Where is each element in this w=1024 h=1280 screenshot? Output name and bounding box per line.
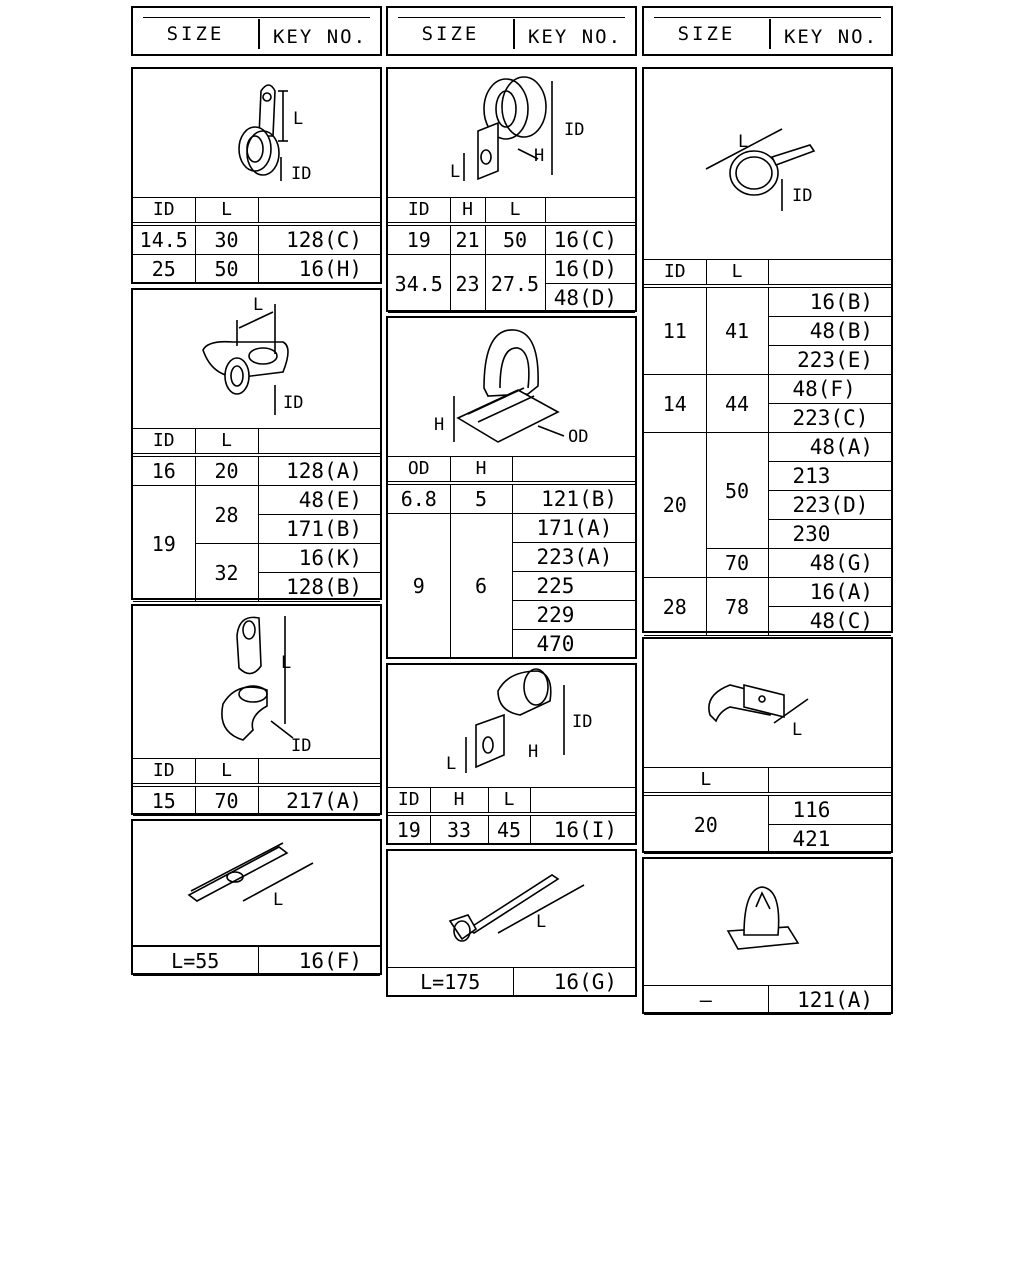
svg-text:L: L (536, 912, 547, 932)
od-col-header: OD (388, 457, 450, 484)
table-row (644, 375, 891, 404)
svg-text:L: L (450, 162, 461, 182)
l-cell: 50 (485, 224, 545, 255)
clip-panel-10 (642, 637, 893, 853)
key-cell: 16(B) (768, 286, 891, 317)
l-col-header: L (195, 759, 258, 786)
holder-panel-6 (386, 316, 637, 659)
h-col-header: H (450, 457, 512, 484)
table-row (644, 578, 891, 607)
svg-text:H: H (528, 742, 539, 762)
svg-text:ID: ID (283, 393, 304, 413)
table-row (388, 255, 635, 284)
clamp-drawing (133, 69, 380, 197)
svg-text:L: L (738, 132, 749, 152)
svg-text:L: L (792, 720, 803, 740)
l-cell: 20 (644, 794, 768, 854)
clip-panel-3 (131, 604, 382, 815)
band-clamp-drawing (644, 69, 891, 259)
key-cell: 470 (512, 630, 635, 659)
svg-text:L: L (253, 295, 264, 315)
svg-text:L: L (281, 653, 292, 673)
key-cell: 171(A) (512, 514, 635, 543)
table-row (388, 483, 635, 514)
id-cell: 19 (133, 486, 195, 602)
svg-text:H: H (534, 146, 545, 166)
clip-panel-2 (131, 288, 382, 600)
l-cell: 70 (706, 549, 768, 578)
l-col-header: L (485, 198, 545, 225)
key-cell: 48(D) (545, 284, 635, 313)
l-cell: 28 (195, 486, 258, 544)
key-cell: 217(A) (258, 785, 380, 816)
table-row (388, 514, 635, 543)
key-cell: 16(F) (258, 946, 380, 976)
key-cell: 48(B) (768, 317, 891, 346)
table-row (133, 486, 380, 515)
id-col-header: ID (133, 198, 195, 225)
key-cell: 230 (768, 520, 891, 549)
svg-text:ID: ID (564, 120, 585, 140)
table-row (133, 255, 380, 284)
clamp-drawing (388, 665, 635, 787)
h-cell: 21 (450, 224, 485, 255)
key-cell: 116 (768, 794, 891, 825)
table-row (133, 224, 380, 255)
l-col-header: L (644, 768, 768, 795)
l-cell: 30 (195, 224, 258, 255)
band-clamp-panel-9 (642, 67, 893, 633)
id-cell: 34.5 (388, 255, 450, 313)
table-row (388, 814, 635, 845)
svg-text:OD: OD (568, 427, 589, 447)
id-cell: 28 (644, 578, 706, 636)
size-cell: L=55 (133, 946, 258, 976)
l-col-header: L (488, 788, 530, 815)
id-cell: 16 (133, 455, 195, 486)
l-cell: 78 (706, 578, 768, 636)
key-header: KEY NO. (769, 19, 891, 49)
clip-drawing (644, 639, 891, 767)
l-cell: 32 (195, 544, 258, 602)
id-cell: 19 (388, 224, 450, 255)
l-cell: 50 (195, 255, 258, 284)
h-cell: 23 (450, 255, 485, 313)
grommet-panel-11 (642, 857, 893, 1014)
svg-text:L: L (446, 754, 457, 774)
key-cell: 223(C) (768, 404, 891, 433)
key-cell: 48(A) (768, 433, 891, 462)
grommet-drawing (644, 859, 891, 985)
key-cell: 171(B) (258, 515, 380, 544)
key-cell: 16(D) (545, 255, 635, 284)
id-cell: 14 (644, 375, 706, 433)
h-cell: 5 (450, 483, 512, 514)
header-col1 (131, 6, 382, 56)
table-row (388, 968, 635, 997)
key-cell: 16(H) (258, 255, 380, 284)
l-cell: 50 (706, 433, 768, 549)
table-row (644, 986, 891, 1015)
key-cell: 213 (768, 462, 891, 491)
key-cell: 121(A) (768, 986, 891, 1015)
key-cell: 128(B) (258, 573, 380, 602)
key-cell: 223(D) (768, 491, 891, 520)
key-cell: 16(C) (545, 224, 635, 255)
key-cell: 225 (512, 572, 635, 601)
h-cell: 33 (430, 814, 488, 845)
key-cell: 16(A) (768, 578, 891, 607)
l-col-header: L (706, 260, 768, 287)
svg-text:ID: ID (291, 736, 312, 756)
l-cell: 70 (195, 785, 258, 816)
size-header: SIZE (166, 23, 225, 45)
l-cell: 41 (706, 286, 768, 375)
band-panel-4 (131, 819, 382, 975)
table-row (644, 794, 891, 825)
size-header: SIZE (677, 23, 736, 45)
id-cell: 19 (388, 814, 430, 845)
table-row (133, 455, 380, 486)
h-cell: 6 (450, 514, 512, 659)
key-cell: 421 (768, 825, 891, 854)
header-col3 (642, 6, 893, 56)
id-cell: 15 (133, 785, 195, 816)
od-cell: 6.8 (388, 483, 450, 514)
key-cell: 229 (512, 601, 635, 630)
table-row (644, 433, 891, 462)
table-row (133, 946, 380, 976)
id-cell: 14.5 (133, 224, 195, 255)
svg-text:ID: ID (572, 712, 593, 732)
tie-drawing (388, 851, 635, 967)
table-row (388, 224, 635, 255)
svg-text:H: H (434, 415, 445, 435)
svg-text:L: L (293, 109, 304, 129)
band-drawing (133, 821, 380, 945)
l-cell: 20 (195, 455, 258, 486)
key-cell: 48(F) (768, 375, 891, 404)
size-cell: L=175 (388, 968, 513, 997)
key-cell: 223(A) (512, 543, 635, 572)
id-col-header: ID (388, 788, 430, 815)
size-cell: — (644, 986, 768, 1015)
table-row (644, 286, 891, 317)
id-cell: 11 (644, 286, 706, 375)
header-col2 (386, 6, 637, 56)
l-col-header: L (195, 198, 258, 225)
size-header: SIZE (421, 23, 480, 45)
key-cell: 48(C) (768, 607, 891, 636)
id-cell: 20 (644, 433, 706, 578)
tie-panel-8 (386, 849, 637, 997)
clamp-panel-5 (386, 67, 637, 312)
key-header: KEY NO. (258, 19, 380, 49)
table-row (133, 785, 380, 816)
key-cell: 48(G) (768, 549, 891, 578)
key-header: KEY NO. (513, 19, 635, 49)
h-col-header: H (430, 788, 488, 815)
clip-drawing (133, 290, 380, 428)
id-col-header: ID (133, 759, 195, 786)
key-cell: 16(K) (258, 544, 380, 573)
clamp-panel-1 (131, 67, 382, 284)
h-col-header: H (450, 198, 485, 225)
clamp-drawing (388, 69, 635, 197)
id-cell: 25 (133, 255, 195, 284)
key-cell: 128(A) (258, 455, 380, 486)
key-cell: 128(C) (258, 224, 380, 255)
svg-text:L: L (273, 890, 284, 910)
id-col-header: ID (388, 198, 450, 225)
key-cell: 121(B) (512, 483, 635, 514)
key-cell: 48(E) (258, 486, 380, 515)
l-cell: 45 (488, 814, 530, 845)
key-cell: 16(I) (530, 814, 635, 845)
l-cell: 27.5 (485, 255, 545, 313)
clip-drawing (133, 606, 380, 758)
svg-text:ID: ID (792, 186, 813, 206)
l-cell: 44 (706, 375, 768, 433)
holder-drawing (388, 318, 635, 456)
od-cell: 9 (388, 514, 450, 659)
key-cell: 223(E) (768, 346, 891, 375)
clamp-panel-7 (386, 663, 637, 845)
svg-text:ID: ID (291, 164, 312, 184)
id-col-header: ID (133, 429, 195, 456)
id-col-header: ID (644, 260, 706, 287)
l-col-header: L (195, 429, 258, 456)
key-cell: 16(G) (513, 968, 635, 997)
